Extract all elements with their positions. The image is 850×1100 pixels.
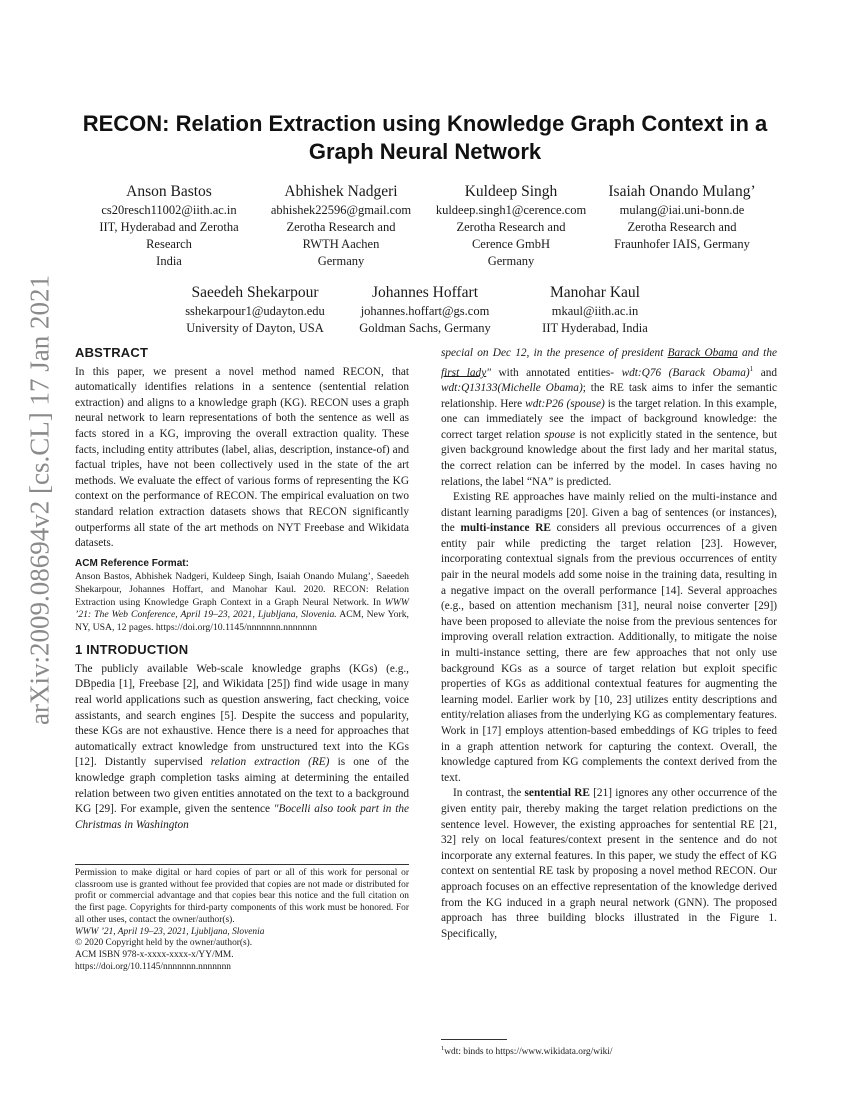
author-name: Anson Bastos (126, 183, 212, 200)
author-block (520, 283, 670, 337)
author-email: sshekarpour1@udayton.edu (185, 304, 325, 318)
author-affiliation: Goldman Sachs, Germany (359, 321, 491, 335)
right-paragraph-1: special on Dec 12, in the presence of president Barack Obama and the first lady" with annotated entities- wdt:Q76 (Barack Obama)$^1$ and wdt:Q13133(Michelle Obama); the RE task aims to infer the semantic relationship. Here wdt:P26 (spouse) is the target relation. In this example, one can immediately see the impact of background knowledge: the correct target relation spouse is not explicitly stated in the sentence, but given background knowledge about the first lady and her marital status, the correct relation can be inferred by the model. In cases having no relations, the label “NA” is predicted. (441, 347, 778, 488)
author-block (340, 283, 510, 337)
author-block (422, 182, 600, 270)
author-email: abhishek22596@gmail.com (270, 203, 412, 217)
abstract-heading: ABSTRACT (75, 345, 149, 360)
footnote-number: 1 (441, 1045, 445, 1052)
right-paragraph-3: In contrast, the sentential RE [21] ignores any other occurrence of the given entity pair, thereby making the target relation predictions on the sentence level. However, the existing approaches for sentential RE [21, 32] rely on local features/context present in the sentence and do not incorporate any external features. In this paper, we study the effect of KG context on sentential RE task by proposing a novel method RECON. Our approach focuses on an effective representation of the knowledge derived from the KG induced in a graph neural network (GNN). The proposed approach has three building blocks illustrated in the Figure 1. Specifically, (441, 787, 777, 940)
author-name: Abhishek Nadgeri (284, 183, 398, 200)
author-country: India (156, 254, 182, 268)
permission-divider (75, 864, 409, 865)
author-block (252, 182, 430, 270)
author-country: Germany (317, 254, 365, 268)
author-affiliation: University of Dayton, USA (186, 321, 324, 335)
acm-reference-text: Anson Bastos, Abhishek Nadgeri, Kuldeep Singh, Isaiah Onando Mulang’, Saeedeh Shekarpour, Johannes Hoffart, and Manohar Kaul. 2020. RECON: Relation Extraction using Knowledge Graph Context in a Graph Neural Network. In WWW ’21: The Web Conference, April 19–23, 2021, Ljubljana, Slovenia. ACM, New York, NY, USA, 12 pages. https://doi.org/10.1145/nnnnnnn.nnnnnnn (75, 571, 409, 633)
isbn-line: ACM ISBN 978-x-xxxx-xxxx-x/YY/MM. (75, 949, 234, 960)
right-paragraph-2: Existing RE approaches have mainly relied on the multi-instance and distant learning paradigms [20]. Given a bag of sentences (or instances), the multi-instance RE considers all previous occurrences of a given entity pair while predicting the target relation [23]. However, incorporating contextual signals from the previous occurrences of entity pair in the neural models add some noise in the training data, resulting in a negative impact on the overall performance [14]. Several approaches (e.g., based on attention mechanism [31], neural noise converter [29]) have been proposed to alleviate the noise from the previous sentences for improving overall relation extraction. Additionally, to mitigate the noise in multi-instance setting, there are few approaches that not only use background KGs as a source of target relation but exploit specific properties of KGs as additional contextual features for augmenting the learning model. Earlier work by [10, 23] utilizes entity descriptions and entity/relation aliases from the underlying KG as complementary features. Work in [17] employs attention-based embeddings of KG triples to feed in a graph attention network for capturing the context. Overall, the knowledge captured from KG complements the context derived from the text. (441, 491, 777, 784)
author-block (165, 283, 345, 337)
author-name: Saeedeh Shekarpour (191, 284, 319, 301)
author-block (600, 182, 764, 253)
author-name: Isaiah Onando Mulang’ (608, 183, 756, 200)
footnote-text: wdt: binds to https://www.wikidata.org/wiki/ (444, 1047, 613, 1058)
author-affiliation: Zerotha Research and (456, 220, 566, 234)
author-email: kuldeep.singh1@cerence.com (435, 203, 587, 217)
paper-title: RECON: Relation Extraction using Knowledge Graph Context in a Graph Neural Network (82, 111, 768, 164)
permission-text: Permission to make digital or hard copies of part or all of this work for personal or classroom use is granted without fee provided that copies are not made or distributed for profit or commercial advantage and that copies bear this notice and the full citation on the first page. Copyrights for third-party components of this work must be honored. For all other uses, contact the owner/author(s). (75, 868, 409, 925)
author-email: johannes.hoffart@gs.com (360, 304, 490, 318)
author-name: Manohar Kaul (550, 284, 640, 301)
author-email: mkaul@iith.ac.in (551, 304, 639, 318)
left-column (75, 345, 409, 833)
footnote-divider (441, 1039, 507, 1040)
author-country: Germany (487, 254, 535, 268)
footnote (441, 1045, 612, 1057)
arxiv-id: arXiv:2009.08694v2 [cs.CL] 17 Jan 2021 (24, 275, 55, 725)
author-affiliation: IIT Hyderabad, India (542, 321, 648, 335)
introduction-heading: 1 INTRODUCTION (75, 642, 189, 658)
permission-venue: WWW ’21, April 19–23, 2021, Ljubljana, Slovenia (75, 926, 265, 937)
author-affiliation: Zerotha Research and (627, 220, 737, 234)
arxiv-sidebar-stamp (18, 275, 62, 725)
author-name: Kuldeep Singh (464, 183, 558, 200)
author-email: mulang@iai.uni-bonn.de (619, 203, 745, 217)
acm-reference-heading: ACM Reference Format: (75, 557, 189, 569)
entity-mention: first lady (441, 366, 487, 379)
abstract-text: In this paper, we present a novel method named RECON, that automatically identifies relations in a sentence (sentential relation extraction) and aligns to a knowledge graph (KG). RECON uses a graph neural network to learn representations of both the sentence as well as facts stored in a KG, improving the overall extraction quality. These facts, including entity attributes (label, alias, description, instance-of) and factual triples, have not been collectively used in the state of the art methods. We evaluate the effect of various forms of representing the KG context on the performance of RECON. The empirical evaluation on two standard relation extraction datasets shows that RECON significantly outperforms all state of the art methods on NYT Freebase and Wikidata datasets. (75, 365, 409, 550)
author-affiliation: Research (146, 237, 192, 251)
author-affiliation: IIT, Hyderabad and Zerotha (99, 220, 239, 234)
right-column (441, 346, 777, 942)
entity-mention: Barack Obama (667, 347, 738, 359)
author-name: Johannes Hoffart (371, 284, 479, 301)
introduction-paragraph: The publicly available Web-scale knowledge graphs (KGs) (e.g., DBpedia [1], Freebase [2], and Wikidata [25]) find wide usage in many real world applications such as question answering, fact checking, voice assistants, and search engines [5]. Despite the success and popularity, these KGs are not exhaustive. Hence there is a need for approaches that automatically extract knowledge from unstructured text into the KGs [12]. Distantly supervised relation extraction (RE) is one of the knowledge graph completion tasks aiming at determining the entailed relation between two given entities annotated on the text to a background KG [29]. For example, given the sentence "Bocelli also took part in the Christmas in Washington (75, 662, 409, 831)
doi-line: https://doi.org/10.1145/nnnnnnn.nnnnnnn (75, 961, 231, 972)
copyright-line: © 2020 Copyright held by the owner/author(s). (75, 938, 253, 949)
author-email: cs20resch11002@iith.ac.in (101, 203, 237, 217)
footnote-marker: 1 (749, 364, 754, 373)
author-affiliation: Zerotha Research and (286, 220, 396, 234)
author-affiliation: Fraunhofer IAIS, Germany (614, 237, 750, 251)
author-block (80, 182, 258, 270)
author-affiliation: Cerence GmbH (471, 237, 551, 251)
author-affiliation: RWTH Aachen (302, 237, 380, 251)
permission-notice (75, 868, 409, 973)
